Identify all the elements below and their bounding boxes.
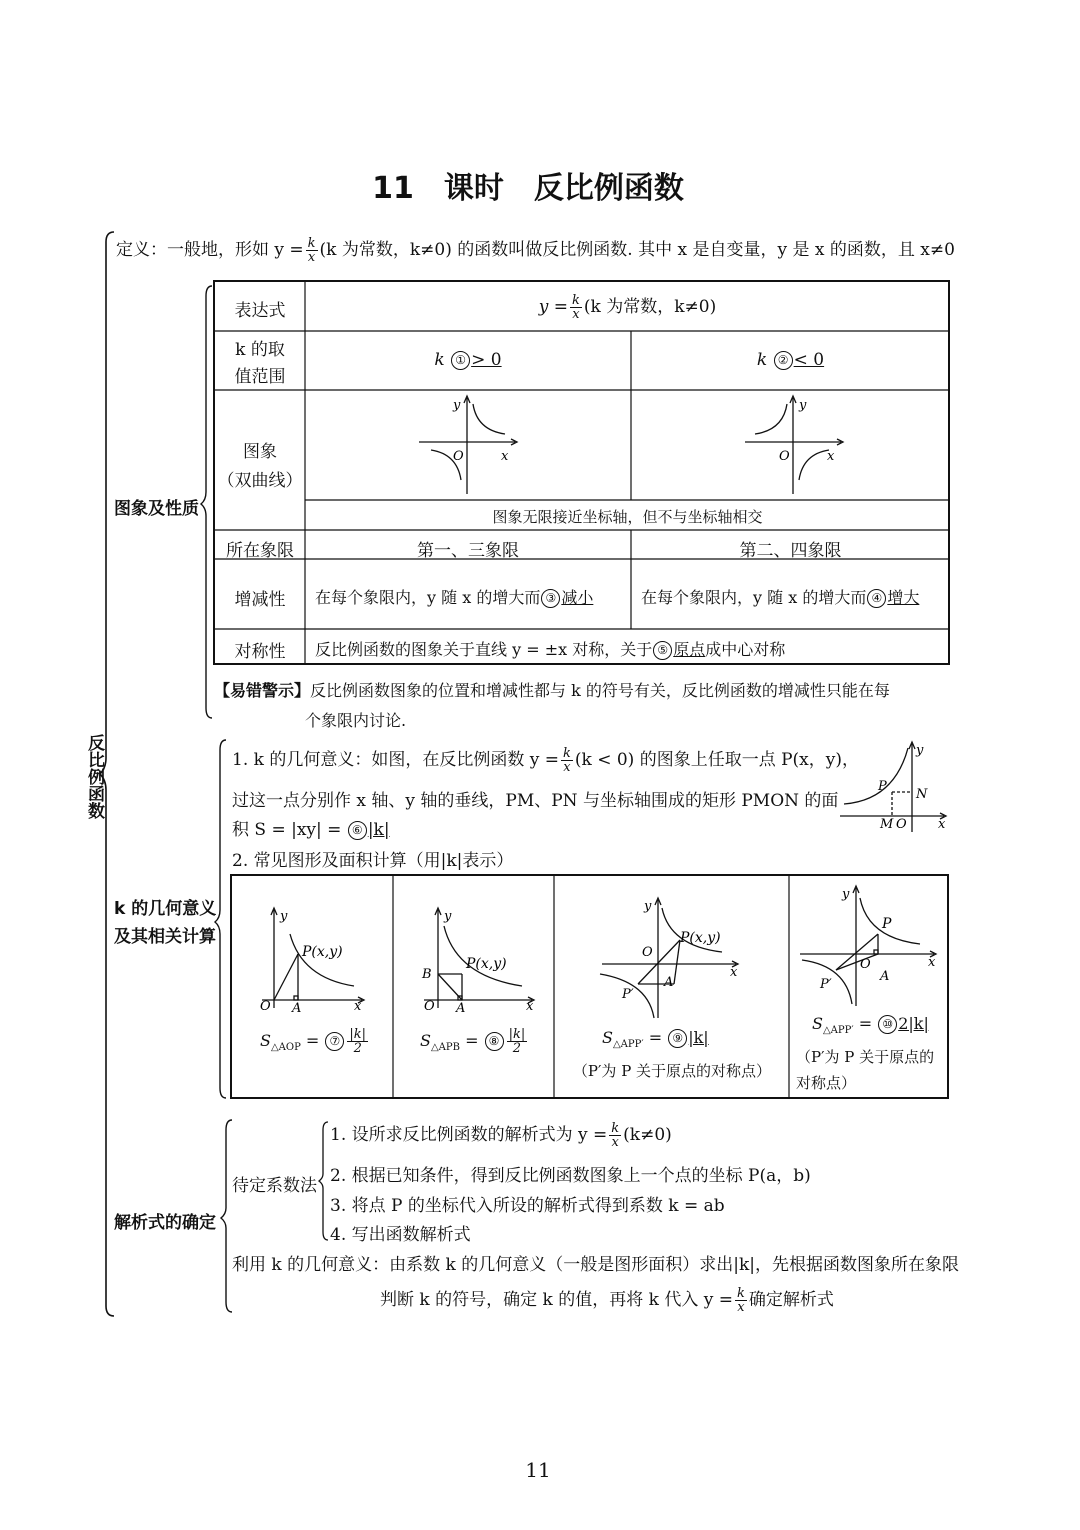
section1-label: 图象及性质 xyxy=(114,499,199,519)
svg-text:x: x xyxy=(354,999,362,1012)
section2-label-line2: 及其相关计算 xyxy=(114,927,216,947)
svg-text:A: A xyxy=(456,1001,466,1012)
svg-text:P: P xyxy=(878,779,887,794)
page-number: 11 xyxy=(525,1458,551,1482)
quadrant-label: 所在象限 xyxy=(226,541,294,561)
page-title: 11 课时 反比例函数 xyxy=(372,171,684,206)
svg-text:M: M xyxy=(880,817,894,832)
geom-line1: 1. k 的几何意义：如图，在反比例函数 y = $\frac{k}{x}$ (k < 0) 的图象上任取一点 P(x，y)， xyxy=(232,746,860,775)
definition-prefix: 定义：一般地，形如 y = xyxy=(116,240,304,260)
svg-text:B: B xyxy=(422,967,432,982)
svg-text:y: y xyxy=(280,909,288,924)
warning-line2: 个象限内讨论. xyxy=(305,711,407,730)
definition-suffix: (k 为常数，k≠0) 的函数叫做反比例函数. 其中 x 是自变量，y 是 x 的函数，且 x≠0 xyxy=(319,240,955,260)
svg-text:y: y xyxy=(444,909,452,924)
warning-line1: 【易错警示】反比例函数图象的位置和增减性都与 k 的符号有关，反比例函数的增减性只能在每 xyxy=(214,681,890,700)
k-positive: k ① > 0 xyxy=(434,350,502,370)
svg-text:P(x,y): P(x,y) xyxy=(466,956,507,972)
geo-method-line2: 判断 k 的符号，确定 k 的值，再将 k 代入 y = $\frac{k}{x}$ 确定解析式 xyxy=(380,1286,834,1315)
svg-text:y: y xyxy=(799,398,807,413)
svg-text:A: A xyxy=(880,969,890,984)
cell3-figure xyxy=(598,894,748,1022)
svg-text:y: y xyxy=(453,398,461,413)
svg-text:P(x,y): P(x,y) xyxy=(302,944,343,960)
expr-label: 表达式 xyxy=(234,301,286,321)
mono-negative: 在每个象限内，y 随 x 的增大而 ④ 增大 xyxy=(641,588,920,607)
svg-text:x: x xyxy=(928,955,936,970)
cell4-note: （P′为 P 关于原点的对称点） xyxy=(796,1048,935,1092)
geom-line3: 积 S = |xy| = ⑥ |k| xyxy=(232,820,390,840)
properties-table xyxy=(213,280,950,665)
cell3-note: （P′为 P 关于原点的对称点） xyxy=(572,1062,772,1080)
svg-text:y: y xyxy=(842,887,850,902)
svg-text:P: P xyxy=(882,916,892,932)
geom-line2: 过这一点分别作 x 轴、y 轴的垂线，PM、PN 与坐标轴围成的矩形 PMON 的面 xyxy=(232,791,839,811)
svg-text:y: y xyxy=(916,743,924,758)
cell2-figure xyxy=(410,904,540,1012)
cell1-figure xyxy=(250,904,370,1012)
step-3: 3. 将点 P 的坐标代入所设的解析式得到系数 k = ab xyxy=(330,1196,725,1216)
step-2: 2. 根据已知条件，得到反比例函数图象上一个点的坐标 P(a，b) xyxy=(330,1166,811,1186)
graph-note: 图象无限接近坐标轴，但不与坐标轴相交 xyxy=(492,508,763,526)
expr-value: y = $\frac{k}{x}$ (k 为常数，k≠0) xyxy=(538,293,717,322)
cell3-area: $S_{\triangle APP'}$ = ⑨ |k| xyxy=(602,1028,709,1051)
area-cells xyxy=(230,874,949,1099)
svg-text:N: N xyxy=(916,787,928,802)
svg-text:A: A xyxy=(664,975,674,990)
svg-text:x: x xyxy=(526,999,534,1012)
quadrant-negative: 第二、四象限 xyxy=(739,541,842,561)
svg-text:P(x,y): P(x,y) xyxy=(680,930,721,946)
svg-text:x: x xyxy=(730,965,738,980)
geo-method-line1: 利用 k 的几何意义：由系数 k 的几何意义（一般是图形面积）求出|k|，先根据函数图象所在象限 xyxy=(232,1255,959,1275)
section2-label-line1: k 的几何意义 xyxy=(114,899,217,919)
definition-fraction: $\frac{k}{x}$ xyxy=(307,236,316,265)
svg-text:O: O xyxy=(779,449,790,464)
section3-brace xyxy=(220,1118,236,1314)
svg-text:A: A xyxy=(292,1001,302,1012)
svg-text:O: O xyxy=(896,817,907,832)
sym-label: 对称性 xyxy=(234,642,286,662)
graph-k-positive xyxy=(415,394,525,498)
svg-text:x: x xyxy=(938,817,946,832)
definition xyxy=(116,235,955,264)
svg-text:O: O xyxy=(453,449,464,464)
symmetry-text: 反比例函数的图象关于直线 y = ±x 对称，关于 ⑤ 原点成中心对称 xyxy=(315,640,786,659)
mono-positive: 在每个象限内，y 随 x 的增大而 ③ 减小 xyxy=(315,588,594,607)
cell4-area: $S_{\triangle APP'}$ = ⑩ 2|k| xyxy=(812,1014,929,1037)
pmon-figure xyxy=(836,740,954,834)
svg-text:O: O xyxy=(860,957,871,972)
quadrant-positive: 第一、三象限 xyxy=(417,541,519,561)
svg-text:O: O xyxy=(424,999,435,1012)
k-negative: k ② < 0 xyxy=(756,350,825,370)
step-1: 1. 设所求反比例函数的解析式为 y = $\frac{k}{x}$ (k≠0) xyxy=(330,1121,672,1150)
svg-text:x: x xyxy=(827,449,835,464)
cell1-area: $S_{\triangle AOP}$ = ⑦ $\frac{|k|}{2}$ xyxy=(260,1027,367,1056)
k-range-label: k 的取值范围 xyxy=(234,340,286,387)
mono-label: 增减性 xyxy=(234,590,286,610)
side-label: 反比例函数 xyxy=(84,734,104,819)
svg-text:P′: P′ xyxy=(820,977,832,992)
svg-text:x: x xyxy=(501,449,509,464)
geom-line4: 2. 常见图形及面积计算（用|k|表示） xyxy=(232,851,514,871)
section3-label: 解析式的确定 xyxy=(114,1213,216,1233)
svg-text:P′: P′ xyxy=(622,987,634,1002)
graph-k-negative xyxy=(741,394,851,498)
svg-text:O: O xyxy=(260,999,271,1012)
graph-sub-label: （双曲线） xyxy=(217,471,303,491)
svg-text:O: O xyxy=(642,945,653,960)
section2-brace xyxy=(214,738,230,1100)
cell4-figure xyxy=(798,882,944,1010)
cell2-area: $S_{\triangle APB}$ = ⑧ $\frac{|k|}{2}$ xyxy=(420,1027,526,1056)
graph-label: 图象 xyxy=(243,442,277,462)
method-label: 待定系数法 xyxy=(232,1176,317,1196)
step-4: 4. 写出函数解析式 xyxy=(330,1225,471,1245)
svg-text:y: y xyxy=(644,899,652,914)
